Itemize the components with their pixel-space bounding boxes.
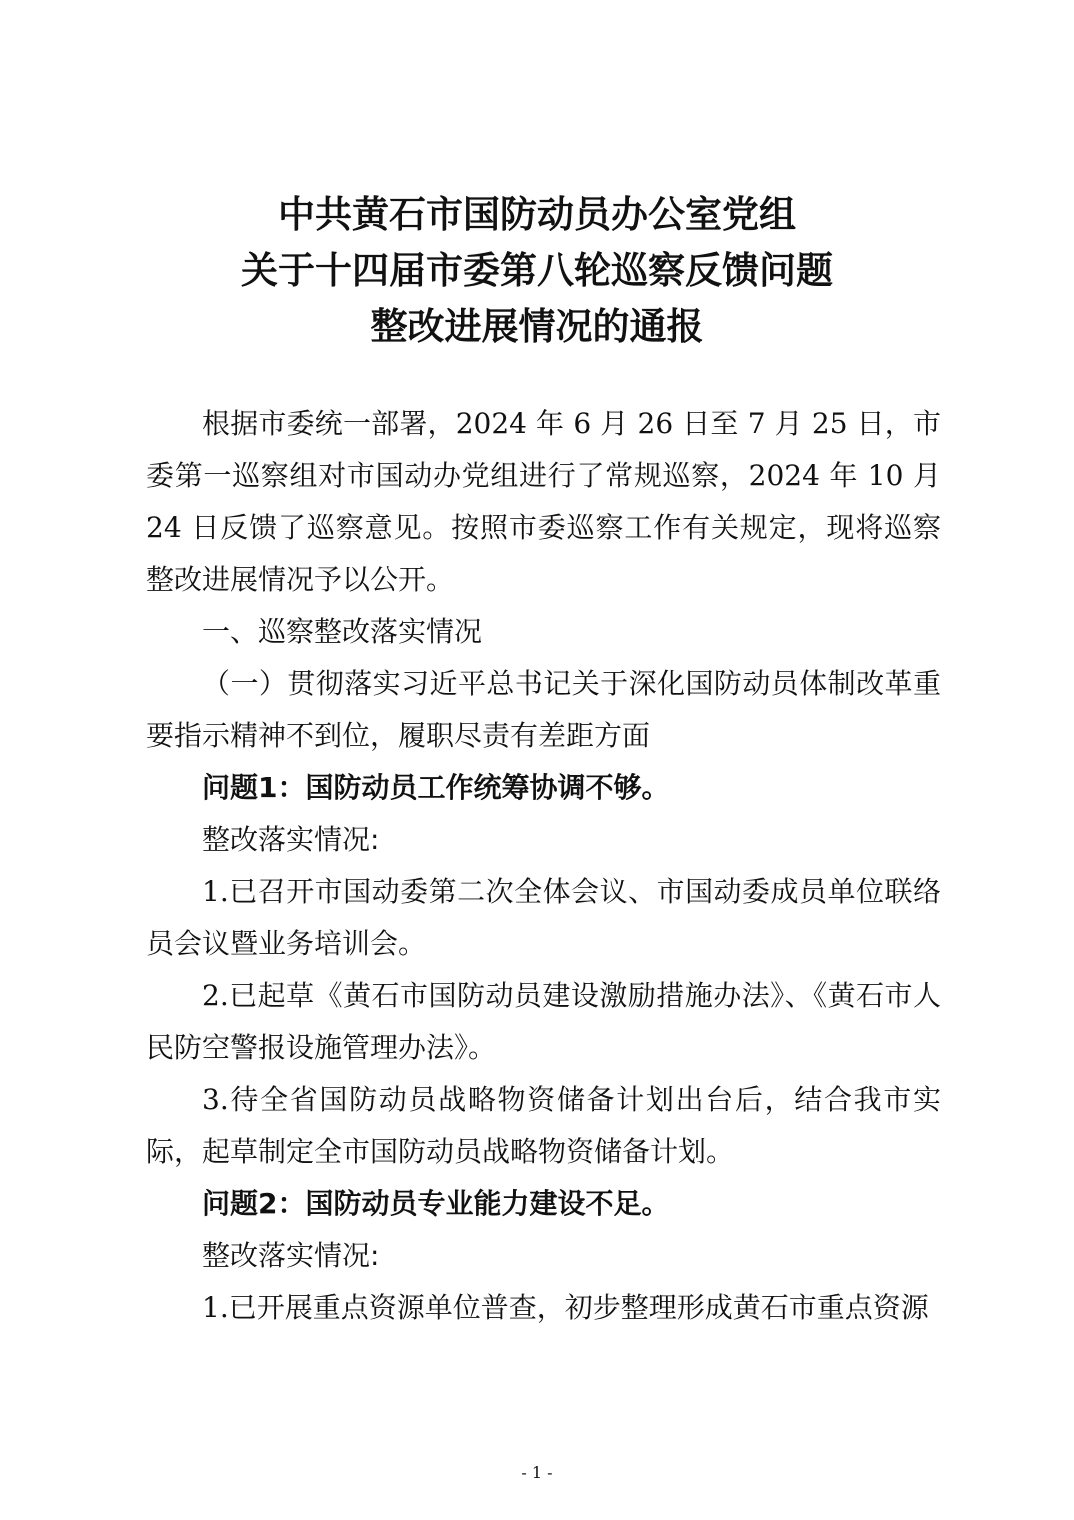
problem-2-heading: 问题2：国防动员专业能力建设不足。 xyxy=(202,1187,670,1220)
section-1-heading: 一、巡察整改落实情况 xyxy=(202,615,483,648)
problem-1-item-3: 3.待全省国防动员战略物资储备计划出台后，结合我市实际，起草制定全市国防动员战略物资储备计划。 xyxy=(146,1083,941,1168)
intro-paragraph: 根据市委统一部署，2024 年 6 月 26 日至 7 月 25 日，市委第一巡察组对市国动办党组进行了常规巡察，2024 年 10 月 24 日反馈了巡察意见。按照市委巡察工作有关规定，现将巡察整改进展情况予以公开。 xyxy=(146,407,941,596)
subsection-1-heading: （一）贯彻落实习近平总书记关于深化国防动员体制改革重要指示精神不到位，履职尽责有差距方面 xyxy=(146,667,941,752)
document-title-line-1: 中共黄石市国防动员办公室党组 xyxy=(278,193,796,236)
problem-2-status-label: 整改落实情况: xyxy=(202,1239,380,1272)
problem-2-item-1: 1.已开展重点资源单位普查，初步整理形成黄石市重点资源 xyxy=(202,1291,929,1324)
problem-1-item-2: 2.已起草《黄石市国防动员建设激励措施办法》、《黄石市人民防空警报设施管理办法》。 xyxy=(146,979,941,1064)
problem-1-heading: 问题1：国防动员工作统筹协调不够。 xyxy=(202,771,670,804)
page-number: - 1 - xyxy=(521,1463,553,1482)
problem-1-item-1: 1.已召开市国动委第二次全体会议、市国动委成员单位联络员会议暨业务培训会。 xyxy=(146,875,941,960)
document-title-line-3: 整改进展情况的通报 xyxy=(370,305,704,348)
problem-1-status-label: 整改落实情况: xyxy=(202,823,380,856)
document-title-line-2: 关于十四届市委第八轮巡察反馈问题 xyxy=(241,249,833,292)
